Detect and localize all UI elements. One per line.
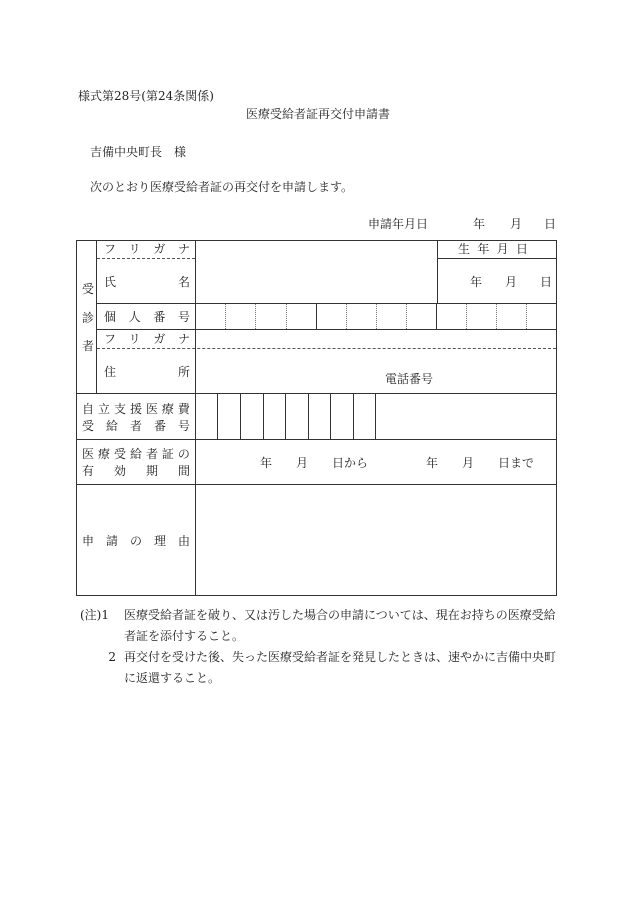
phone-label: 電話番号 bbox=[385, 372, 434, 386]
intro-text: 次のとおり医療受給者証の再交付を申請します。 bbox=[90, 180, 354, 194]
from-month: 月 bbox=[296, 456, 309, 470]
form-number: 様式第28号(第24条関係) bbox=[78, 89, 214, 103]
document-title: 医療受給者証再交付申請書 bbox=[246, 107, 391, 121]
recipient-number-label-1: 自 立 支 援 医 療 費 bbox=[82, 402, 190, 416]
apply-date-label: 申請年月日 bbox=[368, 217, 429, 231]
to-year: 年 bbox=[426, 456, 439, 470]
addressee: 吉備中央町長 様 bbox=[90, 145, 187, 159]
furigana-label: フ リ ガ ナ bbox=[104, 242, 190, 256]
birth-day: 日 bbox=[540, 275, 553, 289]
birth-year: 年 bbox=[470, 275, 483, 289]
birth-date-label: 生 年 月 日 bbox=[458, 242, 528, 256]
apply-month: 月 bbox=[510, 217, 523, 231]
to-month: 月 bbox=[462, 456, 475, 470]
reason-label: 申 請 の 理 由 bbox=[82, 534, 190, 548]
address-label: 住 所 bbox=[104, 365, 190, 379]
apply-day: 日 bbox=[544, 217, 557, 231]
group-label-3: 者 bbox=[82, 339, 95, 353]
name-label: 氏 名 bbox=[104, 275, 190, 289]
to-day-suffix: 日まで bbox=[498, 456, 535, 470]
birth-month: 月 bbox=[505, 275, 518, 289]
from-year: 年 bbox=[260, 456, 273, 470]
validity-label-1: 医 療 受 給 者 証 の bbox=[82, 447, 190, 461]
note-prefix: (注)1 bbox=[80, 608, 109, 622]
note-2-number: 2 bbox=[108, 650, 116, 664]
note-1: 医療受給者証を破り、又は汚した場合の申請については、現在お持ちの医療受給者証を添付すること。 bbox=[124, 608, 556, 643]
apply-year: 年 bbox=[473, 217, 486, 231]
note-2: 再交付を受けた後、失った医療受給者証を発見したときは、速やかに吉備中央町に返還すること。 bbox=[124, 650, 557, 685]
recipient-number-label-2: 受 給 者 番 号 bbox=[82, 419, 190, 433]
from-day-suffix: 日から bbox=[332, 456, 369, 470]
group-label-1: 受 bbox=[82, 282, 95, 296]
notes bbox=[80, 605, 560, 689]
group-label-2: 診 bbox=[82, 311, 95, 325]
my-number-label: 個 人 番 号 bbox=[104, 310, 190, 324]
validity-label-2: 有 効 期 間 bbox=[82, 464, 190, 478]
address-furigana-label: フ リ ガ ナ bbox=[104, 332, 190, 346]
